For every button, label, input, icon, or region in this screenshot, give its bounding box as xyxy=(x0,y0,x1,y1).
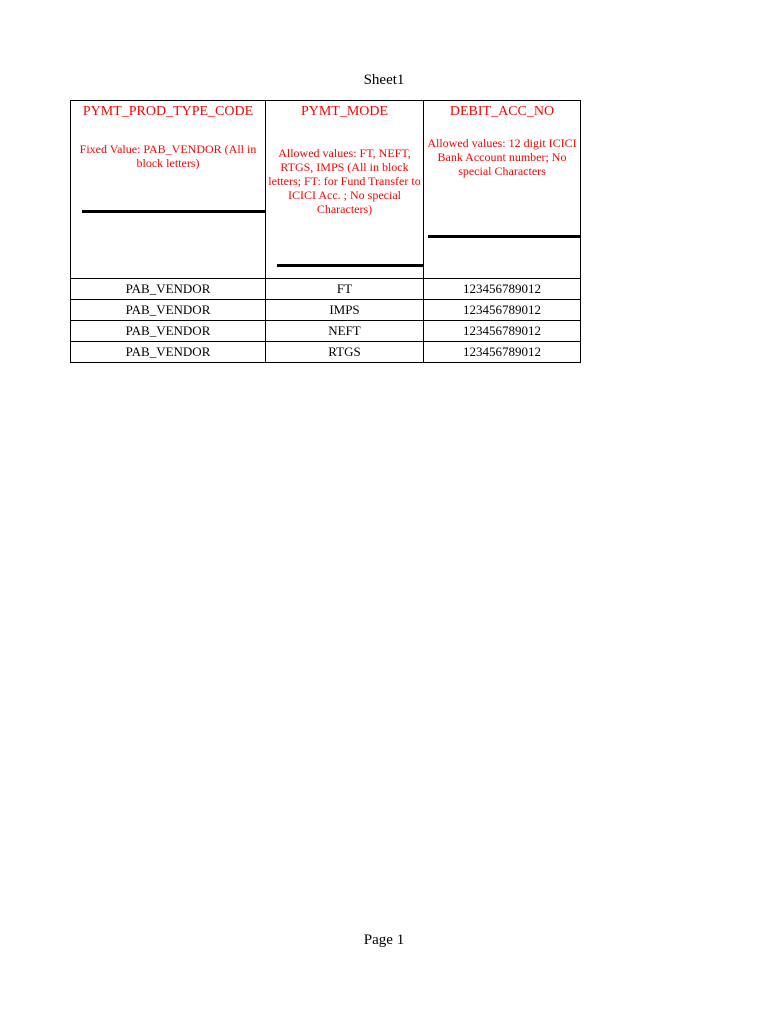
cell-comment-underline xyxy=(428,235,581,238)
table-cell[interactable]: 123456789012 xyxy=(424,300,581,321)
cell-comment-underline xyxy=(277,264,424,267)
data-table xyxy=(70,100,581,363)
table-row xyxy=(71,279,581,300)
table-row xyxy=(71,342,581,363)
table-cell[interactable]: PAB_VENDOR xyxy=(71,321,266,342)
cell-comment-underline xyxy=(82,210,266,213)
header-cell-pymt-prod-type-code[interactable] xyxy=(71,101,266,279)
header-cell-debit-acc-no[interactable] xyxy=(424,101,581,279)
table-cell[interactable]: PAB_VENDOR xyxy=(71,279,266,300)
table-row xyxy=(71,300,581,321)
column-name: DEBIT_ACC_NO xyxy=(449,104,555,119)
table-cell[interactable]: 123456789012 xyxy=(424,279,581,300)
table-cell[interactable]: RTGS xyxy=(266,342,424,363)
table-cell[interactable]: FT xyxy=(266,279,424,300)
header-row xyxy=(71,101,581,279)
table-cell[interactable]: IMPS xyxy=(266,300,424,321)
table-cell[interactable]: NEFT xyxy=(266,321,424,342)
column-name: PYMT_MODE xyxy=(300,104,389,119)
table-cell[interactable]: PAB_VENDOR xyxy=(71,300,266,321)
column-description: Fixed Value: PAB_VENDOR (All in block letters) xyxy=(79,142,257,170)
page-footer: Page 1 xyxy=(363,932,405,948)
column-name: PYMT_PROD_TYPE_CODE xyxy=(82,104,254,119)
table-row xyxy=(71,321,581,342)
table-cell[interactable]: 123456789012 xyxy=(424,342,581,363)
column-description: Allowed values: 12 digit ICICI Bank Account number; No special Characters xyxy=(427,136,577,178)
table-cell[interactable]: 123456789012 xyxy=(424,321,581,342)
sheet-title: Sheet1 xyxy=(363,72,405,88)
table-cell[interactable]: PAB_VENDOR xyxy=(71,342,266,363)
header-cell-pymt-mode[interactable] xyxy=(266,101,424,279)
column-description: Allowed values: FT, NEFT, RTGS, IMPS (All in block letters; FT: for Fund Transfer to ICICI Acc. ; No special Characters) xyxy=(268,146,421,216)
